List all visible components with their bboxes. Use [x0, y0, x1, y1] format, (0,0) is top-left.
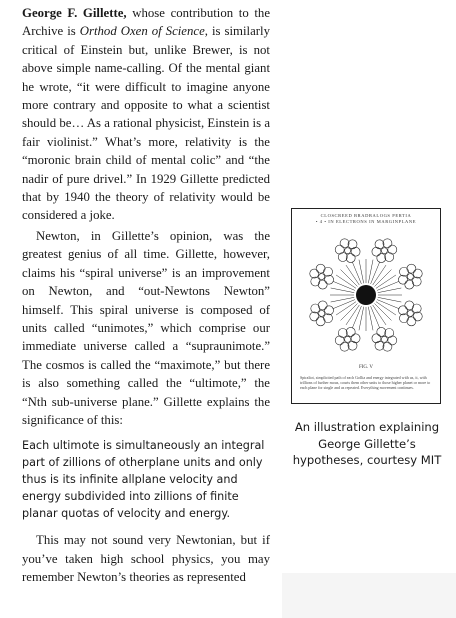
figure-heading-line-1: CLOSCREED BRADBALOGS PERTIA [320, 213, 412, 218]
block-quote: Each ultimote is simultaneously an integral part of zillions of otherplane units and only thus is its infinite allplane velocity and energy subdivided into zillions of finite planar quotas of velocity and energy. [22, 439, 265, 521]
sun-ray [374, 270, 391, 287]
sun-ray [336, 275, 356, 288]
sun-ray [374, 303, 391, 320]
unimote-cluster [310, 264, 334, 289]
article-column [22, 4, 270, 587]
page-corner [282, 573, 456, 618]
author-name: George F. Gillette, [22, 6, 127, 20]
sun-ray [376, 275, 396, 288]
sun-ray [341, 303, 358, 320]
paragraph-1 [22, 4, 270, 225]
unimote-cluster [398, 301, 422, 326]
sun-ray [341, 270, 358, 287]
sun-ray [346, 265, 359, 285]
figure-caption: An illustration explaining George Gillette’s hypotheses, courtesy MIT [292, 420, 442, 467]
sun-ray [336, 302, 356, 315]
figure-heading-line-2: • 4 • IN ELECTRONS IN MARGINPLANE [315, 219, 417, 224]
figure-fine-print: Spiraliot, simplicited path of each Gollia and energy integrated with us, it, with trillions of further mous, courts them other units to those higher planet or more to each plane for single and as repeated. Everything movement continues. [300, 375, 431, 390]
unimote-cluster [310, 301, 334, 326]
work-title: Orthod Oxen of Science [79, 24, 205, 39]
unimote-cluster [372, 239, 397, 263]
paragraph-2: Newton, in Gillette’s opinion, was the greatest genius of all time. Gillette, however, claims his “spiral universe” is an improvement on Newton, and “out-Newtons Newton” himself. This spiral universe is composed of units called “unimotes,” which comprise our immediate universe called a “supraunimote.” The cosmos is called the “maximote,” but there is also something called the “ultimote,” the “Nth sub-universe plane.” Gillette explains the significance of this: [22, 228, 270, 427]
unimote-cluster [335, 327, 360, 351]
sun-ray [373, 305, 386, 325]
unimote-cluster [398, 264, 422, 289]
sun-ray [346, 305, 359, 325]
spiral-diagram [292, 223, 440, 373]
central-sun [356, 285, 376, 305]
unimote-cluster [372, 327, 397, 351]
spiral-universe-illustration [291, 208, 441, 404]
paragraph-1-text-b: , is similarly critical of Einstein but, unlike Brewer, is not above simple name-calling. Of the mental giant he wrote, “it were difficult to imagine anyone more contrary and opposite to what a scientist should be… As a rational physicist, Einstein is a fair violinist.” What’s more, relativity is the “moronic brain child of mental colic” and “the nadir of pure drivel.” In 1929 Gillette predicted that by 1940 the theory of relativity would be considered a joke. [22, 24, 270, 223]
unimote-cluster [335, 239, 360, 263]
paragraph-3: This may not sound very Newtonian, but if you’ve taken high school physics, you may remember Newton’s theories as represented [22, 533, 270, 585]
sun-ray [376, 302, 396, 315]
paragraph-1-text-a: whose contribution to the Archive is [22, 6, 270, 39]
sun-ray [373, 265, 386, 285]
figure-label: FIG. V [358, 365, 374, 370]
